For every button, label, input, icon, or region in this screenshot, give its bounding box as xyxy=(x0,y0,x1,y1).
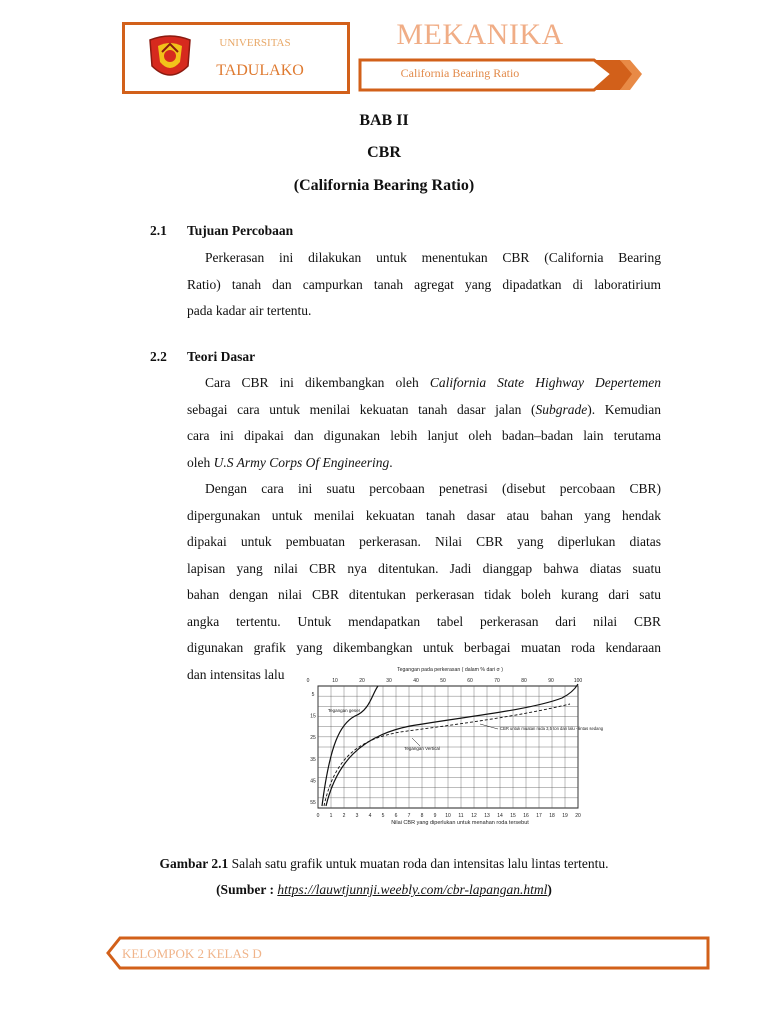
text-span: ). Kemudian xyxy=(587,401,661,417)
paragraph-line: digunakan grafik yang dikembangkan untuk berbagai muatan roda kendaraan xyxy=(187,640,661,655)
paragraph-line xyxy=(187,370,661,397)
text-span: Cara CBR ini dikembangkan oleh xyxy=(205,375,430,390)
x-tick-label: 3 xyxy=(355,813,359,819)
x-tick-label: 1 xyxy=(329,813,333,819)
footer-label: KELOMPOK 2 KELAS D xyxy=(122,946,262,961)
x-tick-label: 8 xyxy=(420,813,424,819)
x-tick-label: 2 xyxy=(342,813,346,819)
x-tick-label: 19 xyxy=(562,813,568,819)
x-tick-label: 6 xyxy=(394,813,398,819)
section-number: 2.2 xyxy=(150,349,167,364)
paragraph-line: cara ini dipakai dan digunakan lebih lanjut oleh badan–badan lain terutama xyxy=(187,428,661,443)
cbr-label: CBR untuk muatan roda 3,5 ton dan lalu - lintas sedang xyxy=(500,726,604,731)
university-name: TADULAKO xyxy=(216,62,304,79)
top-tick-label: 10 xyxy=(332,678,338,684)
top-axis-label: Tegangan pada perkerasan ( dalam % dari σ ) xyxy=(397,667,503,673)
x-tick-label: 7 xyxy=(407,813,411,819)
section-number: 2.1 xyxy=(150,223,167,238)
pointer-line xyxy=(412,738,420,746)
top-tick-label: 100 xyxy=(573,678,583,684)
shear-label: Tegangan geser xyxy=(327,708,361,713)
top-tick-label: 60 xyxy=(467,678,473,684)
source-close: ) xyxy=(547,882,552,897)
top-tick-label: 0 xyxy=(306,678,310,684)
vertical-stress-curve xyxy=(324,704,570,806)
paragraph-line: dan intensitas lalu xyxy=(187,666,285,682)
paragraph-line: bahan dengan nilai CBR ditentukan perkerasan tidak boleh kurang dari satu xyxy=(187,587,661,602)
section-2-paragraph-1 xyxy=(187,370,661,476)
x-tick-label: 16 xyxy=(523,813,529,819)
italic-text: Subgrade xyxy=(535,401,588,417)
italic-text: U.S Army Corps Of Engineering xyxy=(213,454,390,470)
vertical-label: Tegangan Vertical xyxy=(404,746,440,751)
top-tick-label: 30 xyxy=(386,678,392,684)
chapter-subtitle: (California Bearing Ratio) xyxy=(293,177,475,194)
course-title: MEKANIKA xyxy=(396,18,564,51)
caption-label: Gambar 2.1 xyxy=(159,856,229,871)
figure-caption xyxy=(0,856,768,872)
paragraph-line: dipakai untuk pembuatan perkerasan. Nilai CBR yang diperlukan diatas xyxy=(187,534,661,549)
paragraph-line: dipergunakan untuk menilai kekuatan tanah dasar atau bahan yang hendak xyxy=(187,507,661,523)
x-tick-label: 12 xyxy=(471,813,477,819)
x-tick-label: 0 xyxy=(316,813,320,819)
cbr-chart-figure xyxy=(300,664,604,826)
text-span: oleh xyxy=(187,454,214,470)
paragraph-line xyxy=(187,450,661,477)
paragraph-line: angka tertentu. Untuk mendapatkan tabel perkerasan dari nilai CBR xyxy=(187,613,661,629)
x-tick-label: 13 xyxy=(484,813,490,819)
left-tick-label: 5 xyxy=(311,692,315,698)
x-tick-label: 15 xyxy=(510,813,516,819)
text-span: . xyxy=(389,454,393,470)
top-tick-label: 70 xyxy=(494,678,500,684)
text-span: sebagai cara untuk menilai kekuatan tanah dasar jalan ( xyxy=(187,401,536,417)
chapter-title: CBR xyxy=(367,144,401,161)
x-tick-label: 4 xyxy=(368,813,372,819)
x-tick-label: 18 xyxy=(549,813,555,819)
shear-stress-curve xyxy=(322,686,378,806)
x-tick-label: 17 xyxy=(536,813,542,819)
paragraph-line: pada kadar air tertentu. xyxy=(187,303,312,318)
top-tick-label: 80 xyxy=(521,678,527,684)
x-tick-label: 20 xyxy=(575,813,581,819)
x-axis-label: Nilai CBR yang diperlukan untuk menahan roda tersebut xyxy=(391,820,529,826)
section-heading: Teori Dasar xyxy=(187,349,256,364)
left-tick-label: 15 xyxy=(310,713,316,720)
x-tick-label: 11 xyxy=(458,813,464,819)
left-tick-label: 25 xyxy=(310,735,316,742)
top-tick-label: 90 xyxy=(548,678,554,684)
top-tick-label: 50 xyxy=(440,678,446,684)
x-tick-label: 10 xyxy=(445,813,451,819)
section-2-paragraph-2 xyxy=(187,476,661,688)
left-tick-label: 45 xyxy=(310,778,316,785)
figure-source xyxy=(0,882,768,898)
source-label: (Sumber : xyxy=(216,882,278,897)
paragraph-line: Perkerasan ini dilakukan untuk menentukan CBR (California Bearing xyxy=(205,250,661,265)
paragraph-line: Dengan cara ini suatu percobaan penetrasi (disebut percobaan CBR) xyxy=(205,481,661,496)
italic-text: California State Highway Depertemen xyxy=(429,375,661,390)
section-1-paragraph xyxy=(187,245,661,325)
x-tick-label: 9 xyxy=(433,813,437,819)
paragraph-line: Ratio) tanah dan campurkan tanah agregat yang dipadatkan di laboratirium xyxy=(187,276,661,292)
paragraph-line: lapisan yang nilai CBR nya ditentukan. Jadi dianggap bahwa diatas suatu xyxy=(187,560,661,576)
chapter-heading: BAB II xyxy=(359,112,409,129)
x-tick-label: 5 xyxy=(381,813,385,819)
x-tick-label: 14 xyxy=(497,813,503,819)
top-tick-label: 40 xyxy=(413,678,419,684)
top-tick-label: 20 xyxy=(359,678,365,684)
section-heading: Tujuan Percobaan xyxy=(187,223,294,238)
left-tick-label: 35 xyxy=(310,756,316,763)
university-label: UNIVERSITAS xyxy=(219,37,291,49)
left-tick-label: 55 xyxy=(310,800,316,806)
source-link[interactable]: https://lauwtjunnji.weebly.com/cbr-lapangan.html xyxy=(277,882,548,897)
paragraph-line xyxy=(187,397,661,424)
course-subtitle: California Bearing Ratio xyxy=(400,66,520,80)
caption-text: Salah satu grafik untuk muatan roda dan intensitas lalu lintas tertentu. xyxy=(228,856,609,871)
